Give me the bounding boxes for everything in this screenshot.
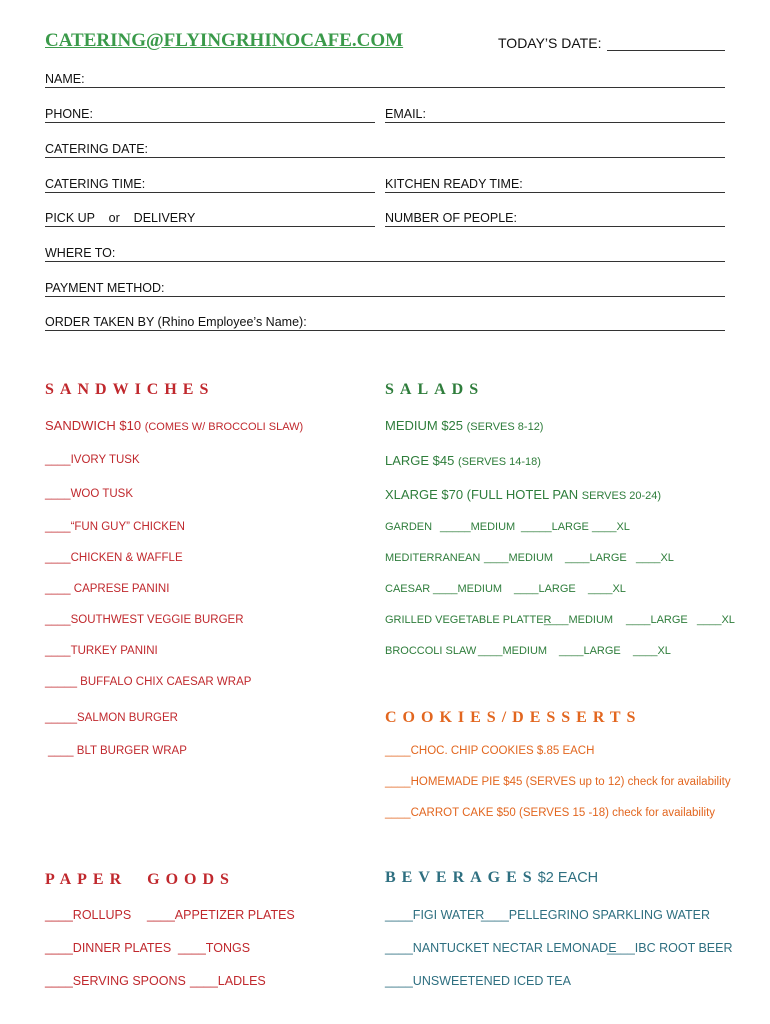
sandwich-price-main: SANDWICH $10 <box>45 418 145 433</box>
salad-item-name: CAESAR <box>385 583 431 595</box>
dessert-item[interactable]: ____CHOC. CHIP COOKIES $.85 EACH <box>385 745 595 757</box>
beverage-item[interactable]: ____PELLEGRINO SPARKLING WATER <box>481 908 711 922</box>
salad-size-note: SERVES 20-24) <box>581 490 662 502</box>
sandwich-item[interactable]: ____WOO TUSK <box>45 488 133 500</box>
sandwich-item[interactable]: ____ BLT BURGER WRAP <box>48 745 187 757</box>
paper-goods-item[interactable]: ____TONGS <box>178 941 251 955</box>
kitchen-ready-time-line[interactable] <box>385 192 725 193</box>
salad-item-name: GRILLED VEGETABLE PLATTER <box>385 614 552 626</box>
paper-goods-item[interactable]: ____APPETIZER PLATES <box>147 908 295 922</box>
sandwich-item[interactable]: ____ CAPRESE PANINI <box>45 583 170 595</box>
payment-method-line[interactable] <box>45 296 725 297</box>
desserts-heading: COOKIES/DESSERTS <box>385 709 642 726</box>
paper-goods-item[interactable]: ____SERVING SPOONS <box>45 974 186 988</box>
sandwich-item[interactable]: ____CHICKEN & WAFFLE <box>45 552 183 564</box>
sandwiches-heading: SANDWICHES <box>45 381 215 398</box>
salad-large-option[interactable]: ____LARGE <box>559 645 621 657</box>
email-label: EMAIL: <box>385 107 426 121</box>
salad-medium-option[interactable]: ____MEDIUM <box>433 583 503 595</box>
beverage-item[interactable]: ____FIGI WATER <box>385 908 485 922</box>
where-to-line[interactable] <box>45 261 725 262</box>
paper-goods-heading: PAPER GOODS <box>45 871 235 888</box>
number-of-people-line[interactable] <box>385 226 725 227</box>
phone-label: PHONE: <box>45 107 93 121</box>
paper-goods-item[interactable]: ____ROLLUPS <box>45 908 132 922</box>
salad-medium-option[interactable]: ____MEDIUM <box>478 645 548 657</box>
salad-xl-option[interactable]: ____XL <box>633 645 671 657</box>
catering-date-line[interactable] <box>45 157 725 158</box>
sandwich-item[interactable]: ____IVORY TUSK <box>45 454 140 466</box>
beverages-header <box>385 869 598 887</box>
beverages-heading: BEVERAGES <box>385 869 538 886</box>
sandwich-item[interactable]: ____SOUTHWEST VEGGIE BURGER <box>45 614 244 626</box>
email-line[interactable] <box>385 122 725 123</box>
todays-date-label: TODAY’S DATE: <box>498 35 602 51</box>
salad-xl-option[interactable]: ____XL <box>592 521 630 533</box>
salad-item-name: BROCCOLI SLAW <box>385 645 477 657</box>
pickup-or-delivery-line[interactable] <box>45 226 375 227</box>
salad-size-main: LARGE $45 <box>385 453 458 468</box>
salad-xl-option[interactable]: ____XL <box>697 614 735 626</box>
sandwich-item[interactable]: _____SALMON BURGER <box>45 712 178 724</box>
salad-large-option[interactable]: _____LARGE <box>521 521 589 533</box>
payment-method-label: PAYMENT METHOD: <box>45 281 165 295</box>
catering-time-line[interactable] <box>45 192 375 193</box>
beverage-item[interactable]: ____NANTUCKET NECTAR LEMONADE <box>385 941 617 955</box>
beverages-price: $2 EACH <box>537 870 599 886</box>
salad-large-option[interactable]: ____LARGE <box>565 552 627 564</box>
salad-size-medium <box>385 418 543 433</box>
pickup-or-delivery-label: PICK UP or DELIVERY <box>45 211 196 225</box>
catering-date-label: CATERING DATE: <box>45 142 149 156</box>
salad-large-option[interactable]: ____LARGE <box>626 614 688 626</box>
catering-time-label: CATERING TIME: <box>45 177 146 191</box>
where-to-label: WHERE TO: <box>45 246 116 260</box>
salad-size-large <box>385 453 541 468</box>
salad-size-main: XLARGE $70 (FULL HOTEL PAN <box>385 487 582 502</box>
sandwich-item[interactable]: ____TURKEY PANINI <box>45 645 158 657</box>
salad-medium-option[interactable]: ____MEDIUM <box>484 552 554 564</box>
phone-line[interactable] <box>45 122 375 123</box>
number-of-people-label: NUMBER OF PEOPLE: <box>385 211 517 225</box>
order-taken-by-label: ORDER TAKEN BY (Rhino Employee’s Name): <box>45 315 307 329</box>
catering-email-link[interactable]: CATERING@FLYINGRHINOCAFE.COM <box>45 30 404 51</box>
salad-medium-option[interactable]: _____MEDIUM <box>440 521 516 533</box>
dessert-item[interactable]: ____HOMEMADE PIE $45 (SERVES up to 12) check for availability <box>385 776 731 788</box>
sandwich-item[interactable]: _____ BUFFALO CHIX CAESAR WRAP <box>45 676 252 688</box>
salad-item-name: GARDEN <box>385 521 433 533</box>
salads-heading: SALADS <box>385 381 485 398</box>
salad-size-note: (SERVES 14-18) <box>458 456 541 468</box>
salad-size-xlarge <box>385 487 661 502</box>
name-line[interactable] <box>45 87 725 88</box>
salad-large-option[interactable]: ____LARGE <box>514 583 576 595</box>
salad-size-note: (SERVES 8-12) <box>466 421 544 433</box>
name-label: NAME: <box>45 72 85 86</box>
todays-date-line[interactable] <box>607 50 725 51</box>
sandwich-price-note: (COMES W/ BROCCOLI SLAW) <box>144 421 304 433</box>
salad-size-main: MEDIUM $25 <box>385 418 467 433</box>
salad-item-name: MEDITERRANEAN <box>385 552 481 564</box>
sandwich-item[interactable]: ____“FUN GUY” CHICKEN <box>45 521 185 533</box>
dessert-item[interactable]: ____CARROT CAKE $50 (SERVES 15 -18) check for availability <box>385 807 716 819</box>
sandwich-price <box>45 418 303 433</box>
salad-xl-option[interactable]: ____XL <box>588 583 626 595</box>
order-taken-by-line[interactable] <box>45 330 725 331</box>
salad-xl-option[interactable]: ____XL <box>636 552 674 564</box>
beverage-item[interactable]: ____IBC ROOT BEER <box>607 941 733 955</box>
beverage-item[interactable]: ____UNSWEETENED ICED TEA <box>385 974 571 988</box>
paper-goods-item[interactable]: ____LADLES <box>190 974 266 988</box>
salad-medium-option[interactable]: ____MEDIUM <box>544 614 614 626</box>
kitchen-ready-time-label: KITCHEN READY TIME: <box>385 177 523 191</box>
paper-goods-item[interactable]: ____DINNER PLATES <box>45 941 172 955</box>
